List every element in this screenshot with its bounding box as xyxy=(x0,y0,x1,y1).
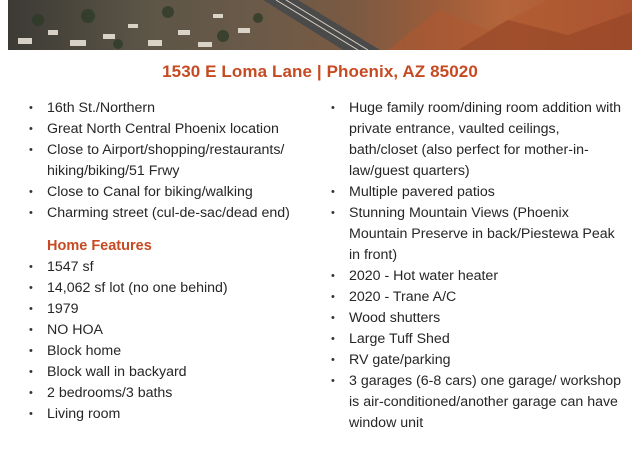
bullet-icon: • xyxy=(331,354,335,366)
bullet-icon: • xyxy=(331,270,335,282)
list-item: • Block wall in backyard xyxy=(26,362,316,383)
bullet-icon: • xyxy=(331,333,335,345)
list-item: • 3 garages (6-8 cars) one garage/ workshop is air-conditioned/another garage can have window unit xyxy=(331,373,622,431)
bullet-icon: • xyxy=(331,186,335,198)
list-item: • 2020 - Trane A/C xyxy=(328,287,628,308)
list-item: • 1979 xyxy=(26,299,316,320)
home-features-heading: Home Features xyxy=(47,238,152,254)
bullet-icon: • xyxy=(331,207,335,219)
location-list xyxy=(26,98,316,224)
bullet-icon: • xyxy=(29,345,33,357)
bullet-icon: • xyxy=(29,102,33,114)
list-item: • 2 bedrooms/3 baths xyxy=(26,383,316,404)
bullet-icon: • xyxy=(29,144,33,156)
list-item: • 1547 sf xyxy=(26,257,316,278)
bullet-icon: • xyxy=(29,186,33,198)
bullet-icon: • xyxy=(331,312,335,324)
list-item: • Close to Airport/shopping/restaurants/ hiking/biking/51 Frwy xyxy=(29,142,285,179)
list-item: • Wood shutters xyxy=(328,308,628,329)
list-item: • NO HOA xyxy=(26,320,316,341)
bullet-icon: • xyxy=(29,207,33,219)
list-item: • 2020 - Hot water heater xyxy=(328,266,628,287)
bullet-icon: • xyxy=(29,366,33,378)
bullet-icon: • xyxy=(29,282,33,294)
property-details-list xyxy=(328,98,628,434)
bullet-icon: • xyxy=(29,261,33,273)
bullet-icon: • xyxy=(331,102,335,114)
list-item: • 14,062 sf lot (no one behind) xyxy=(26,278,316,299)
list-item: • Block home xyxy=(26,341,316,362)
list-item: • Stunning Mountain Views (Phoenix Mountain Preserve in back/Piestewa Peak in front) xyxy=(331,205,615,263)
hero-aerial-photo xyxy=(8,0,632,50)
bullet-icon: • xyxy=(331,375,335,387)
bullet-icon: • xyxy=(29,387,33,399)
list-item: • Great North Central Phoenix location xyxy=(26,119,316,140)
home-features-list xyxy=(26,257,316,425)
right-column xyxy=(328,98,628,434)
left-column xyxy=(26,98,316,425)
list-item: • 16th St./Northern xyxy=(26,98,316,119)
list-item: • Large Tuff Shed xyxy=(328,329,628,350)
list-item: • Multiple pavered patios xyxy=(328,182,628,203)
list-item: • Charming street (cul-de-sac/dead end) xyxy=(26,203,316,224)
bullet-icon: • xyxy=(29,303,33,315)
list-item: • Huge family room/dining room addition with private entrance, vaulted ceilings, bath/closet (also perfect for mother-in-law/guest quarters) xyxy=(331,100,622,179)
bullet-icon: • xyxy=(29,324,33,336)
list-item: • Living room xyxy=(26,404,316,425)
listing-address-title: 1530 E Loma Lane | Phoenix, AZ 85020 xyxy=(162,62,478,81)
list-item: • RV gate/parking xyxy=(328,350,628,371)
bullet-icon: • xyxy=(331,291,335,303)
bullet-icon: • xyxy=(29,123,33,135)
bullet-icon: • xyxy=(29,408,33,420)
list-item: • Close to Canal for biking/walking xyxy=(26,182,316,203)
